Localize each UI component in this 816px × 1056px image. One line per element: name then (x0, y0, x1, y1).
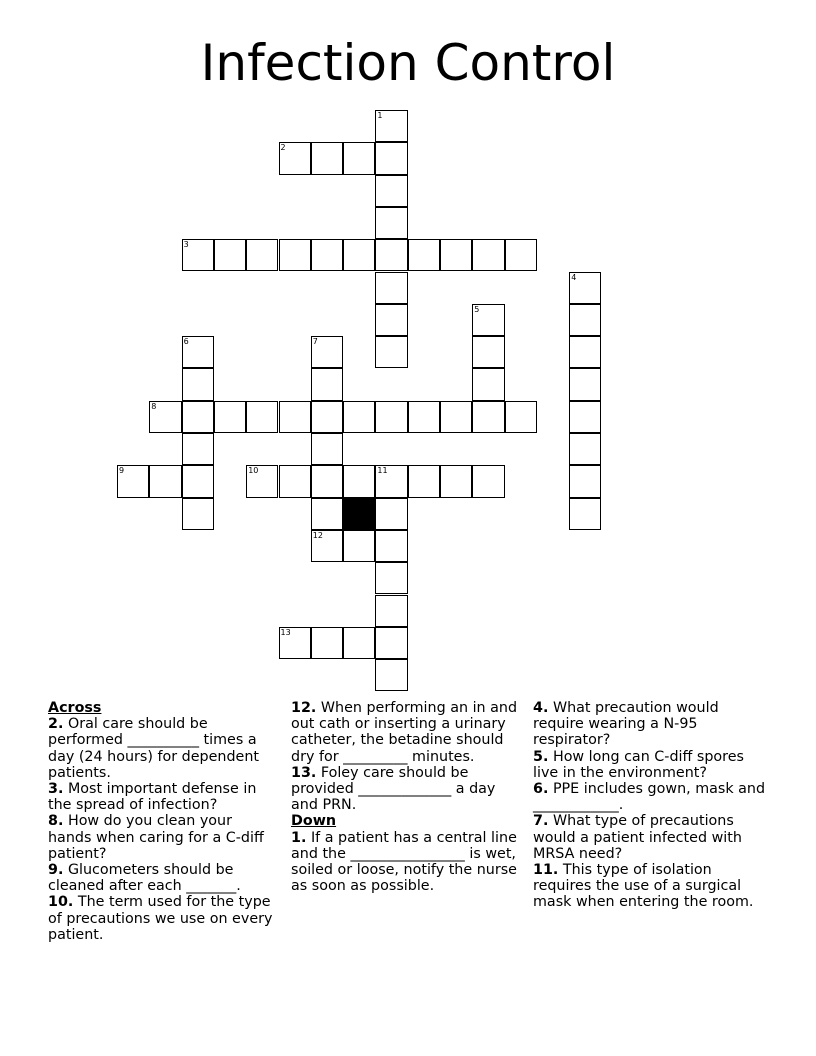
clue-number: 1. (291, 829, 307, 846)
clue-text: Most important defense in the spread of infection? (48, 781, 257, 814)
clue-text: PPE includes gown, mask and ____________. (533, 781, 766, 814)
clues-column-1 (48, 700, 276, 943)
grid-cell[interactable] (214, 401, 246, 433)
grid-cell[interactable] (311, 465, 343, 497)
grid-cell[interactable] (472, 368, 504, 400)
grid-cell[interactable] (343, 142, 375, 174)
grid-cell[interactable] (569, 336, 601, 368)
clue-number: 12. (291, 700, 317, 716)
clue-down-6 (533, 781, 769, 813)
grid-cell[interactable] (149, 465, 181, 497)
grid-cell[interactable] (569, 401, 601, 433)
grid-cell[interactable] (311, 336, 343, 368)
grid-cell[interactable] (279, 142, 311, 174)
grid-cell[interactable] (182, 433, 214, 465)
grid-cell[interactable] (311, 627, 343, 659)
clue-down-5 (533, 749, 769, 781)
grid-cell[interactable] (279, 401, 311, 433)
grid-cell[interactable] (343, 530, 375, 562)
clue-text: What precaution would require wearing a N-95 respirator? (533, 700, 719, 749)
grid-cell[interactable] (117, 465, 149, 497)
grid-cell-number: 2 (280, 143, 286, 153)
clue-text: The term used for the type of precautions we use on every patient. (48, 894, 273, 943)
grid-cell[interactable] (440, 465, 472, 497)
grid-cell[interactable] (375, 659, 407, 691)
clue-text: If a patient has a central line and the ________________ is wet, soiled or loose, notify the nurse as soon as possible. (291, 829, 517, 895)
clue-across-3 (48, 781, 276, 813)
clue-text: How do you clean your hands when caring for a C-diff patient? (48, 813, 264, 862)
grid-cell-number: 4 (571, 272, 577, 282)
clue-number: 6. (533, 781, 549, 798)
grid-cell-number: 3 (183, 240, 189, 250)
grid-cell[interactable] (408, 465, 440, 497)
grid-cell-number: 9 (119, 466, 125, 476)
grid-cell[interactable] (375, 239, 407, 271)
clues-column-3 (533, 700, 769, 911)
clue-number: 7. (533, 813, 549, 830)
clue-number: 5. (533, 748, 549, 765)
grid-cell[interactable] (311, 368, 343, 400)
clue-text: When performing an in and out cath or inserting a urinary catheter, the betadine should dry for _________ minutes. (291, 700, 518, 765)
grid-cell[interactable] (472, 401, 504, 433)
grid-cell[interactable] (408, 239, 440, 271)
grid-cell[interactable] (149, 401, 181, 433)
grid-cell-blocked (343, 498, 375, 530)
grid-cell[interactable] (375, 498, 407, 530)
clue-across-10 (48, 894, 276, 943)
grid-cell[interactable] (182, 336, 214, 368)
grid-cell[interactable] (279, 239, 311, 271)
grid-cell-number: 11 (377, 466, 388, 476)
grid-cell[interactable] (472, 336, 504, 368)
clue-text: How long can C-diff spores live in the environment? (533, 748, 744, 781)
grid-cell[interactable] (440, 239, 472, 271)
grid-cell[interactable] (569, 433, 601, 465)
clue-down-1 (291, 830, 523, 895)
clue-down-7 (533, 813, 769, 862)
grid-cell[interactable] (375, 304, 407, 336)
grid-cell-number: 1 (377, 111, 383, 120)
clue-number: 2. (48, 716, 64, 733)
grid-cell[interactable] (182, 239, 214, 271)
grid-cell[interactable] (408, 401, 440, 433)
grid-cell[interactable] (569, 272, 601, 304)
grid-cell[interactable] (505, 239, 537, 271)
clue-number: 9. (48, 862, 64, 879)
grid-cell[interactable] (311, 433, 343, 465)
grid-cell[interactable] (279, 627, 311, 659)
grid-cell[interactable] (569, 498, 601, 530)
grid-cell[interactable] (311, 142, 343, 174)
clue-across-9 (48, 862, 276, 894)
grid-cell[interactable] (375, 562, 407, 594)
grid-cell[interactable] (343, 465, 375, 497)
grid-cell[interactable] (343, 239, 375, 271)
clue-down-11 (533, 862, 769, 911)
grid-cell[interactable] (375, 627, 407, 659)
grid-cell[interactable] (311, 239, 343, 271)
grid-cell-number: 6 (183, 337, 189, 347)
clue-down-4 (533, 700, 769, 749)
grid-cell[interactable] (182, 498, 214, 530)
grid-cell[interactable] (182, 368, 214, 400)
grid-cell[interactable] (375, 142, 407, 174)
grid-cell[interactable] (311, 498, 343, 530)
down-heading: Down (291, 813, 337, 830)
grid-cell[interactable] (569, 304, 601, 336)
grid-cell[interactable] (182, 465, 214, 497)
clue-text: Oral care should be performed __________ times a day (24 hours) for dependent patients. (48, 716, 260, 781)
grid-cell[interactable] (440, 401, 472, 433)
grid-cell[interactable] (375, 272, 407, 304)
grid-cell[interactable] (311, 530, 343, 562)
clue-number: 11. (533, 862, 559, 879)
grid-cell[interactable] (246, 239, 278, 271)
clue-number: 10. (48, 894, 74, 911)
clues-column-2 (291, 700, 523, 894)
clue-number: 8. (48, 813, 64, 830)
grid-cell[interactable] (343, 627, 375, 659)
puzzle-title: Infection Control (200, 34, 616, 92)
grid-cell-number: 8 (151, 401, 157, 411)
clue-number: 4. (533, 700, 549, 716)
clue-text: Glucometers should be cleaned after each _______. (48, 862, 241, 895)
grid-cell[interactable] (375, 530, 407, 562)
grid-cell-number: 12 (312, 530, 323, 540)
grid-cell-number: 10 (248, 466, 259, 476)
clue-across-13 (291, 765, 523, 814)
clue-text: What type of precautions would a patient infected with MRSA need? (533, 813, 742, 862)
grid-cell[interactable] (375, 207, 407, 239)
clue-across-8 (48, 813, 276, 862)
grid-cell-number: 13 (280, 627, 291, 637)
grid-cell[interactable] (375, 110, 407, 142)
grid-cell[interactable] (569, 368, 601, 400)
grid-cell[interactable] (246, 401, 278, 433)
grid-cell[interactable] (375, 175, 407, 207)
grid-cell[interactable] (343, 401, 375, 433)
clue-text: Foley care should be provided _____________ a day and PRN. (291, 764, 496, 814)
grid-cell-number: 7 (312, 337, 318, 347)
grid-cell[interactable] (214, 239, 246, 271)
grid-cell[interactable] (569, 465, 601, 497)
grid-cell[interactable] (246, 465, 278, 497)
grid-cell[interactable] (375, 465, 407, 497)
grid-cell[interactable] (375, 595, 407, 627)
clue-across-2 (48, 716, 276, 781)
grid-cell[interactable] (375, 401, 407, 433)
grid-cell[interactable] (505, 401, 537, 433)
grid-cell[interactable] (182, 401, 214, 433)
grid-cell[interactable] (472, 465, 504, 497)
grid-cell[interactable] (279, 465, 311, 497)
clue-text: This type of isolation requires the use of a surgical mask when entering the room. (533, 862, 754, 911)
grid-cell[interactable] (375, 336, 407, 368)
across-heading: Across (48, 700, 102, 716)
grid-cell[interactable] (472, 239, 504, 271)
clue-number: 3. (48, 781, 64, 798)
grid-cell[interactable] (472, 304, 504, 336)
grid-cell[interactable] (311, 401, 343, 433)
clue-across-12 (291, 700, 523, 765)
clue-number: 13. (291, 764, 317, 781)
grid-cell-number: 5 (474, 304, 480, 314)
